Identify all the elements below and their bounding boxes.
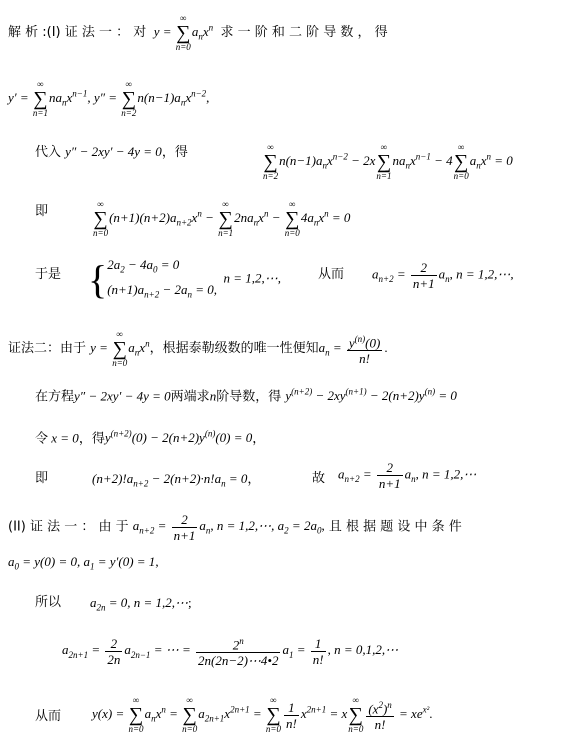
line-5-system: {$2a_2 - 4a_0 = 0$ $(n+1)a_{n+2} - 2a_n = 0$, n = 1,2,⋯, (88, 256, 282, 302)
line-3: 代入 y″ − 2xy′ − 4y = 0，得 (35, 144, 188, 160)
line-4: 即 (35, 204, 49, 219)
line-1-suffix: 求 一 阶 和 二 阶 导 数 ， 得 (220, 24, 388, 40)
solution-header: 解 析 :(I) 证 法 一 ： 对 (8, 24, 147, 40)
line-14-formula: y(x) = ∞ ∑ n=0 $a_nx^n$ = ∞ ∑ n=0 $a_{2n+1}x^{2n+1}$ = ∞ ∑ n=0 $\frac{1}{n!}$ $x^{2n+1} = x$ ∞ ∑ n=0 $\frac{(x^2)^n}{n!}$ = $xe^{x^2}$. (92, 695, 433, 734)
line-2: y′ = ∞ ∑ n=1 $na_nx^{n-1}$, y″ = ∞ ∑ n=2 $n(n-1)a_nx^{n-2}$, (8, 79, 210, 118)
line-12: 所以 (35, 595, 62, 610)
line-7: 在方程y″ − 2xy′ − 4y = 0两端求n阶导数，得 $y^{(n+2)} - 2xy^{(n+1)} - 2(n+2)y^{(n)} = 0$ (35, 387, 457, 405)
line-5-mid: 从而 (318, 267, 345, 282)
line-9: 即 (35, 471, 49, 486)
line-9-formula: $(n+2)!a_{n+2} - 2(n+2)\cdot n!a_n = 0$， (92, 471, 261, 489)
line-14: 从而 (35, 709, 62, 724)
line-9-recur: $a_{n+2}$ = $\frac{2}{n+1}$ $a_n$, n = 1,2,⋯ (338, 460, 477, 491)
line-1 (8, 14, 388, 52)
line-5: 于是 (35, 267, 62, 282)
line-6: 证法二：由于 y = ∞ ∑ n=0 $a_nx^n$，根据泰勒级数的唯一性便知$a_n$ = $\frac{y^{(n)}(0)}{n!}$ . (8, 329, 388, 368)
line-12-formula: $a_{2n} = 0$, n = 1,2,⋯; (90, 595, 192, 613)
line-9-mid: 故 (312, 471, 326, 486)
line-5-recur: $a_{n+2}$ = $\frac{2}{n+1}$ $a_n$, n = 1,2,⋯, (372, 260, 514, 291)
line-11: $a_0 = y(0) = 0$, $a_1 = y'(0) = 1$, (8, 554, 159, 572)
line-3-formula: ∞ ∑ n=2 $n(n-1)a_nx^{n-2} - 2x$ ∞ ∑ n=1 $na_nx^{n-1} - 4$ ∞ ∑ n=0 $a_nx^n = 0$ (263, 142, 513, 181)
line-8: 令 x = 0，得$y^{(n+2)}(0) - 2(n+2)y^{(n)}(0) = 0$， (35, 429, 266, 447)
line-10: (II) 证 法 一 ： 由 于 $a_{n+2}$ = $\frac{2}{n+1}$ $a_n$, n = 1,2,⋯, $a_2 = 2a_0$, 且 根 据 题 设 中 条 件 (8, 512, 462, 543)
formula-y-series: y = ∞ ∑ n=0 $a_nx^n$ (150, 13, 214, 52)
line-4-formula: ∞ ∑ n=0 $(n+1)(n+2)a_{n+2}x^n$ − ∞ ∑ n=1 $2na_nx^n$ − ∞ ∑ n=0 $4a_nx^n = 0$ (93, 199, 351, 238)
line-13: $a_{2n+1}$ = $\frac{2}{2n}$ $a_{2n-1}$ = ⋯ = $\frac{2^n}{2n(2n-2)\cdots 4•2}$ $a_1$ = $\frac{1}{n!}$ , n = 0,1,2,⋯ (62, 635, 399, 669)
